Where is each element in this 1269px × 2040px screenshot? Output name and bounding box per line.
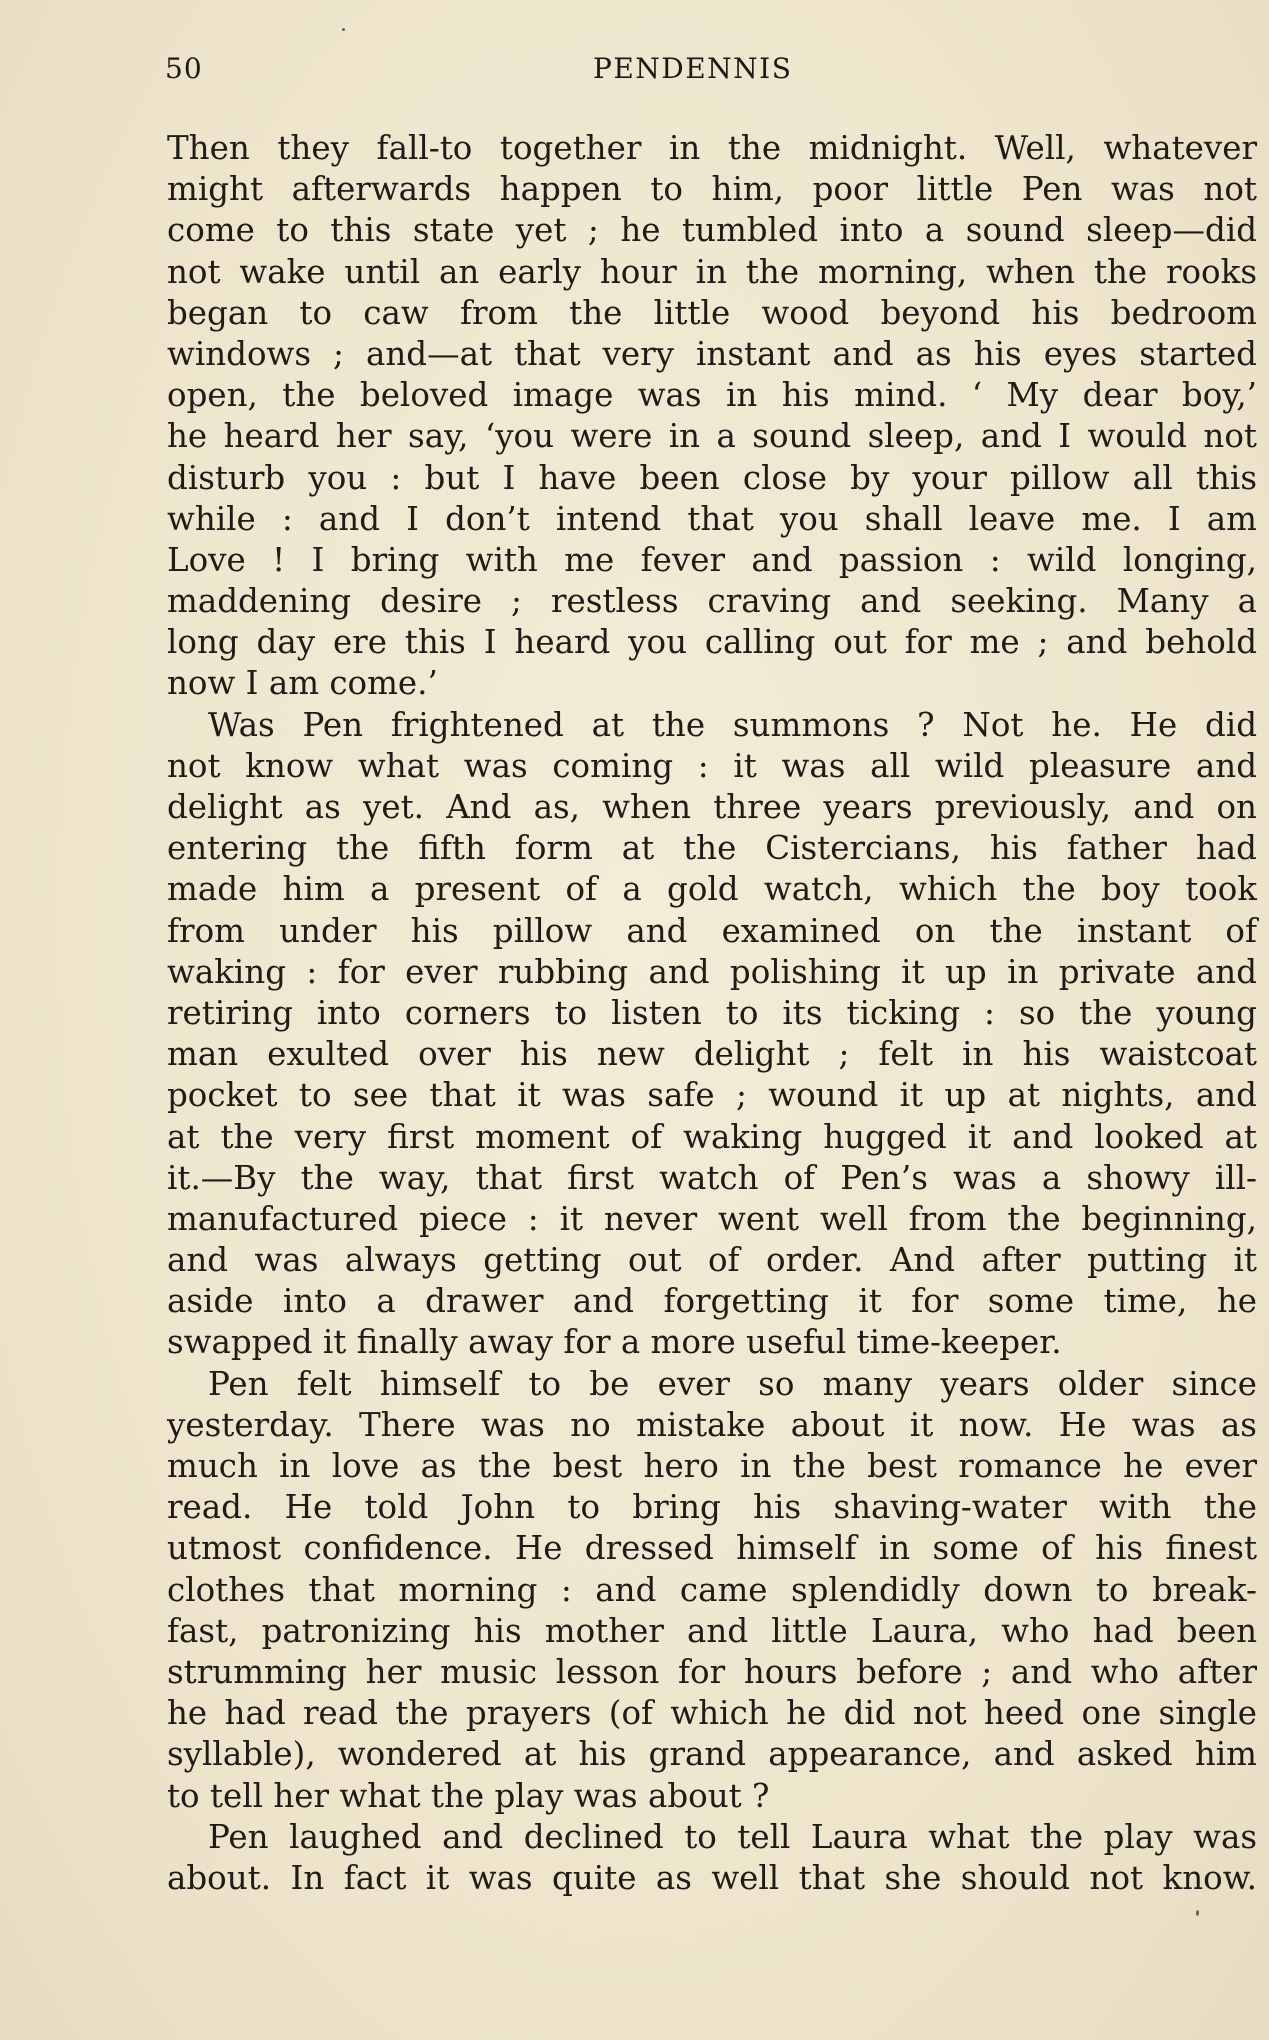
- text-line: man exulted over his new delight ; felt in his waistcoat: [167, 1035, 1257, 1074]
- text-line: began to caw from the little wood beyond his bedroom: [167, 293, 1257, 332]
- text-line: now I am come.’: [167, 664, 438, 703]
- text-line: clothes that morning : and came splendidly down to break-: [167, 1570, 1257, 1609]
- text-line: from under his pillow and examined on the instant of: [167, 911, 1257, 950]
- text-line: yesterday. There was no mistake about it now. He was as: [167, 1405, 1257, 1444]
- text-line: it.—By the way, that first watch of Pen’s was a showy ill-: [167, 1158, 1257, 1197]
- text-line: might afterwards happen to him, poor little Pen was not: [167, 170, 1257, 209]
- text-line: strumming her music lesson for hours before ; and who after: [167, 1652, 1257, 1691]
- text-line: long day ere this I heard you calling out for me ; and behold: [167, 623, 1257, 662]
- text-line: maddening desire ; restless craving and seeking. Many a: [167, 582, 1257, 621]
- text-line: he had read the prayers (of which he did not heed one single: [167, 1694, 1257, 1733]
- text-line: manufactured piece : it never went well from the beginning,: [167, 1199, 1257, 1238]
- text-line: swapped it finally away for a more useful time-keeper.: [167, 1323, 1062, 1362]
- text-line: not know what was coming : it was all wild pleasure and: [167, 746, 1257, 785]
- text-line: pocket to see that it was safe ; wound it up at nights, and: [167, 1076, 1257, 1115]
- text-line: waking : for ever rubbing and polishing it up in private and: [167, 952, 1257, 991]
- text-line: come to this state yet ; he tumbled into a sound sleep—did: [167, 211, 1257, 250]
- text-line: Love ! I bring with me fever and passion : wild longing,: [167, 540, 1257, 579]
- text-line: open, the beloved image was in his mind. ‘ My dear boy,’: [167, 376, 1257, 415]
- text-line: Pen felt himself to be ever so many years older since: [208, 1364, 1257, 1403]
- text-line: to tell her what the play was about ?: [167, 1776, 770, 1815]
- text-line: syllable), wondered at his grand appearance, and asked him: [167, 1735, 1257, 1774]
- text-line: Pen laughed and declined to tell Laura what the play was: [208, 1817, 1257, 1856]
- running-title: PENDENNIS: [593, 52, 793, 85]
- text-line: and was always getting out of order. And after putting it: [167, 1241, 1257, 1280]
- page-number: 50: [165, 52, 203, 85]
- paper-speck: [1196, 1910, 1199, 1916]
- text-line: Was Pen frightened at the summons ? Not he. He did: [208, 705, 1257, 744]
- page-header: [165, 52, 1255, 92]
- text-line: much in love as the best hero in the best romance he ever: [167, 1447, 1257, 1485]
- text-line: not wake until an early hour in the morning, when the rooks: [167, 252, 1257, 291]
- text-line: disturb you : but I have been close by your pillow all this: [167, 458, 1257, 497]
- text-line: at the very first moment of waking hugged it and looked at: [167, 1117, 1257, 1156]
- text-line: aside into a drawer and forgetting it for some time, he: [167, 1282, 1257, 1321]
- text-line: windows ; and—at that very instant and as his eyes started: [167, 334, 1257, 373]
- text-line: read. He told John to bring his shaving-water with the: [167, 1488, 1257, 1527]
- paper-speck: [342, 28, 345, 31]
- text-line: while : and I don’t intend that you shall leave me. I am: [167, 499, 1257, 538]
- text-line: delight as yet. And as, when three years previously, and on: [167, 788, 1257, 826]
- text-line: about. In fact it was quite as well that she should not know.: [167, 1858, 1257, 1897]
- text-line: fast, patronizing his mother and little Laura, who had been: [167, 1611, 1257, 1650]
- text-line: utmost confidence. He dressed himself in some of his finest: [167, 1529, 1257, 1568]
- text-line: retiring into corners to listen to its ticking : so the young: [167, 993, 1257, 1032]
- text-line: Then they fall-to together in the midnight. Well, whatever: [167, 129, 1257, 167]
- text-line: he heard her say, ‘you were in a sound sleep, and I would not: [167, 417, 1257, 456]
- text-line: made him a present of a gold watch, which the boy took: [167, 870, 1257, 909]
- body-text: [167, 128, 1257, 1899]
- text-line: entering the fifth form at the Cistercians, his father had: [167, 829, 1257, 868]
